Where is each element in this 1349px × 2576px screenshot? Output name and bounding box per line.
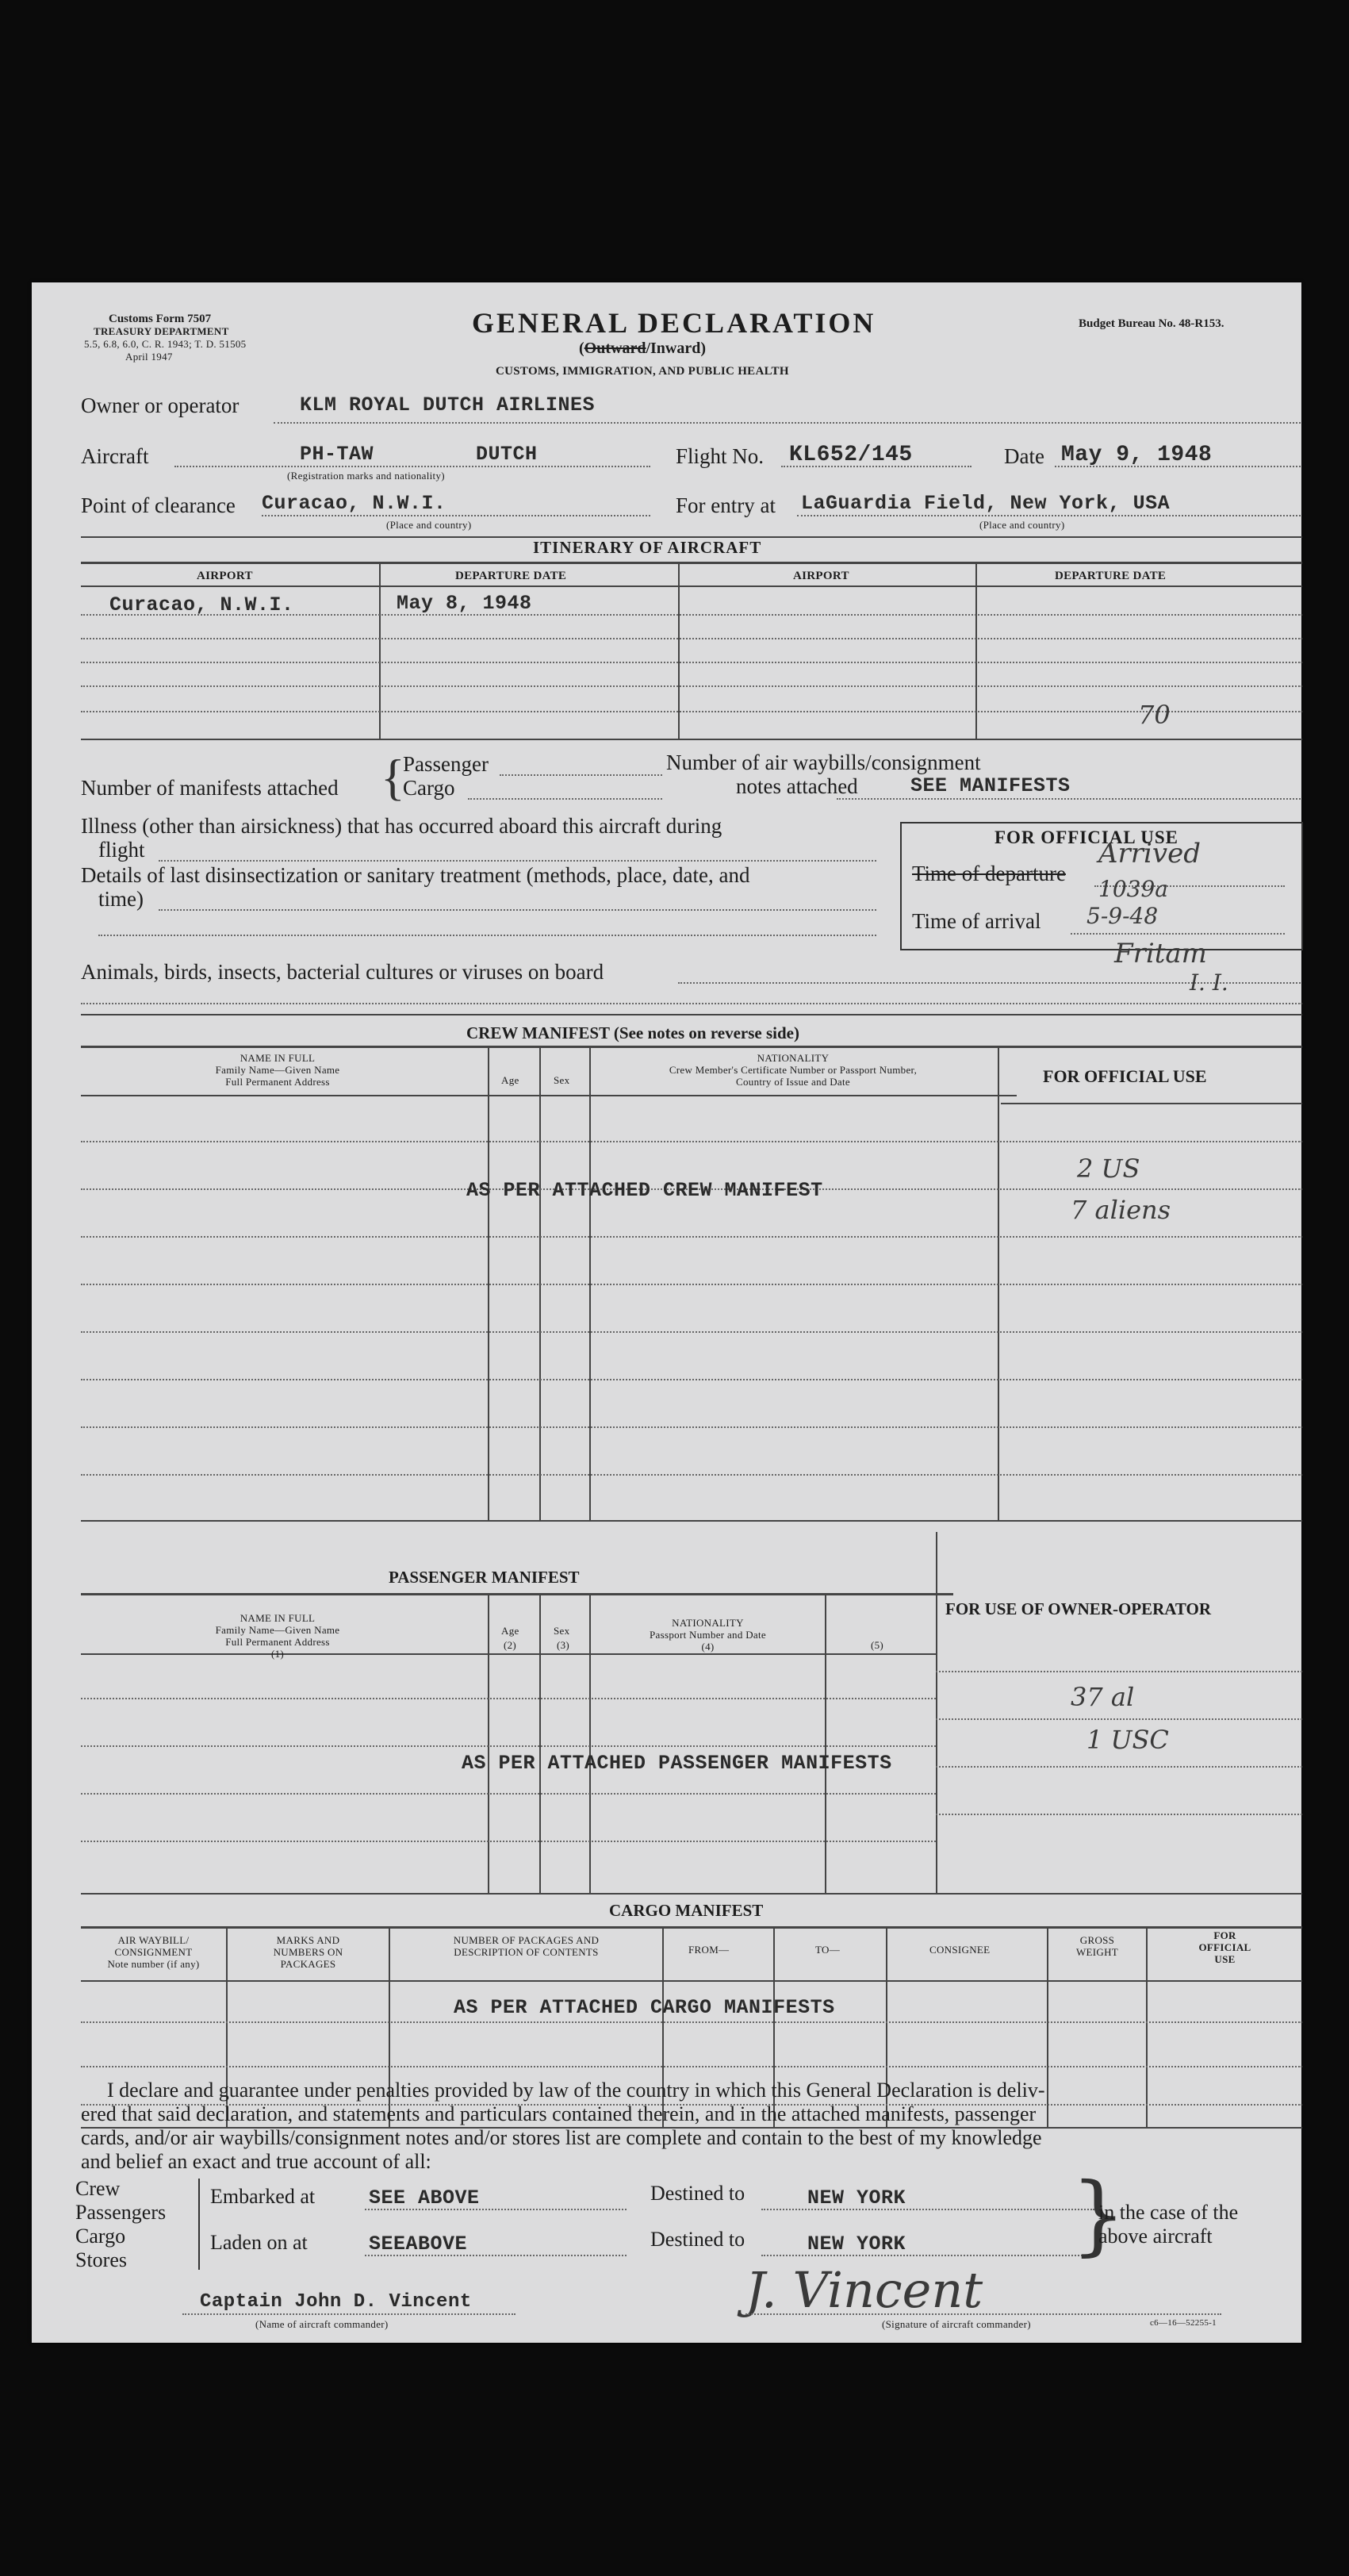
passenger-col-nationality	[591, 1617, 825, 1653]
official-use-heading: FOR OFFICIAL USE	[995, 827, 1178, 847]
passenger-col-sex-num: (3)	[557, 1639, 570, 1651]
crew-bottom	[81, 1520, 1302, 1522]
cargo-col-gross	[1048, 1934, 1146, 1958]
passenger-line	[500, 774, 662, 776]
animals-line-2	[81, 1003, 1302, 1004]
crew-col-age: Age	[501, 1074, 519, 1086]
passenger-col-age-num: (2)	[504, 1639, 517, 1651]
cargo-col-packages-2: DESCRIPTION OF CONTENTS	[454, 1946, 599, 1958]
close-brace-icon: }	[1071, 2163, 1126, 2265]
illness-label: Illness (other than airsickness) that has occurred aboard this aircraft during	[81, 814, 722, 838]
laden-value[interactable]: SEEABOVE	[369, 2232, 468, 2255]
manifests-passenger-label: Passenger	[403, 752, 489, 776]
passenger-body[interactable]: AS PER ATTACHED PASSENGER MANIFESTS	[462, 1752, 892, 1775]
disinsect-label: Details of last disinsectization or sanitary treatment (methods, place, date, and	[81, 863, 750, 887]
crew-col-name-2: Family Name—Given Name	[215, 1064, 340, 1076]
captain-name[interactable]: Captain John D. Vincent	[200, 2291, 472, 2313]
cargo-col-official-1: FOR	[1213, 1929, 1236, 1941]
hand-initials-2: I. I.	[1190, 969, 1228, 996]
form-id: Customs Form 7507	[109, 313, 212, 325]
direction-inward: /Inward)	[646, 340, 707, 357]
crew-hand-2: 7 aliens	[1071, 1195, 1171, 1225]
budget-number: Budget Bureau No. 48-R153.	[1079, 317, 1224, 330]
decl-stores: Stores	[75, 2248, 127, 2271]
embarked-value[interactable]: SEE ABOVE	[369, 2186, 480, 2209]
itinerary-airport-1[interactable]: Curacao, N.W.I.	[109, 593, 294, 616]
waybills-value[interactable]: SEE MANIFESTS	[910, 774, 1071, 797]
brace-icon: {	[381, 749, 405, 805]
disinsect-line-2	[98, 935, 876, 936]
passenger-owner-col	[936, 1532, 937, 1893]
crew-col-name-1: NAME IN FULL	[240, 1052, 316, 1064]
entry-line	[797, 515, 1301, 516]
passenger-col-nat-1: NATIONALITY	[672, 1617, 744, 1629]
crew-row	[81, 1426, 1302, 1428]
itinerary-col	[678, 564, 680, 739]
crew-official-rule	[1001, 1103, 1302, 1104]
date-label: Date	[1004, 444, 1044, 468]
captain-note: (Name of aircraft commander)	[255, 2318, 389, 2330]
disinsect-line	[159, 909, 876, 911]
passenger-col-name-num: (1)	[270, 1648, 285, 1660]
signature-line	[745, 2313, 1221, 2315]
passenger-row	[81, 1793, 936, 1795]
crew-col-nat-3: Country of Issue and Date	[736, 1076, 850, 1088]
laden-label: Laden on at	[210, 2231, 308, 2254]
cargo-col	[1047, 1929, 1048, 2127]
passenger-heading: PASSENGER MANIFEST	[389, 1568, 580, 1587]
itinerary-col	[379, 564, 381, 739]
destined-label-2: Destined to	[650, 2228, 745, 2251]
passenger-row	[81, 1745, 936, 1747]
clearance-line	[262, 515, 650, 516]
cargo-col-consignee: CONSIGNEE	[929, 1944, 991, 1956]
passenger-col	[825, 1595, 826, 1893]
itinerary-date-1[interactable]: May 8, 1948	[397, 592, 532, 615]
cargo-top	[81, 1926, 1302, 1929]
hand-arrived: Arrived	[1098, 838, 1201, 870]
aircraft-nationality[interactable]: DUTCH	[476, 443, 538, 466]
itinerary-heading: ITINERARY OF AIRCRAFT	[533, 538, 762, 557]
flight-value[interactable]: KL652/145	[789, 443, 913, 467]
clearance-label: Point of clearance	[81, 493, 236, 517]
clearance-value[interactable]: Curacao, N.W.I.	[262, 492, 446, 515]
waybills-label-2: notes attached	[736, 774, 858, 798]
itinerary-row	[81, 638, 1302, 639]
itinerary-row	[81, 662, 1302, 663]
itinerary-margin-note: 70	[1138, 700, 1171, 730]
itinerary-col-departure2: DEPARTURE DATE	[1055, 570, 1167, 582]
department: TREASURY DEPARTMENT	[94, 325, 229, 337]
disinsect-label-2: time)	[98, 887, 144, 911]
decl-cargo: Cargo	[75, 2225, 126, 2248]
destined-label-1: Destined to	[650, 2182, 745, 2205]
crew-row	[81, 1141, 1302, 1142]
passenger-bottom	[81, 1893, 1302, 1895]
aircraft-note: (Registration marks and nationality)	[287, 470, 445, 482]
owner-label: Owner or operator	[81, 394, 240, 417]
time-of-departure: Time of departure	[912, 862, 1066, 885]
direction: (Outward/Inward)	[579, 340, 707, 357]
passenger-top	[81, 1593, 953, 1595]
cargo-col-waybill-3: Note number (if any)	[107, 1958, 200, 1970]
cargo-col-waybill-2: CONSIGNMENT	[114, 1946, 193, 1958]
crew-col-nationality	[587, 1052, 999, 1088]
crew-hand-1: 2 US	[1077, 1154, 1140, 1184]
crew-row	[81, 1474, 1302, 1476]
case-label-1: in the case of the	[1098, 2201, 1239, 2224]
decl-passengers: Passengers	[75, 2201, 167, 2224]
illness-label-2: flight	[98, 838, 145, 862]
owner-value[interactable]: KLM ROYAL DUTCH AIRLINES	[300, 394, 596, 417]
cargo-col-waybill-1: AIR WAYBILL/	[117, 1934, 190, 1946]
date-value[interactable]: May 9, 1948	[1061, 443, 1213, 467]
waybills-line	[837, 798, 1301, 800]
crew-col-name	[198, 1052, 357, 1088]
crew-col-nat-1: NATIONALITY	[757, 1052, 830, 1064]
manifests-cargo-label: Cargo	[403, 776, 455, 800]
crew-row	[81, 1379, 1302, 1380]
flight-label: Flight No.	[676, 444, 765, 468]
declaration-line-2: ered that said declaration, and statements and particulars contained therein, and in the attached manifests, passenger	[81, 2102, 1037, 2125]
crew-top-2	[81, 1046, 1302, 1048]
passenger-col	[539, 1595, 541, 1893]
form-subtitle: CUSTOMS, IMMIGRATION, AND PUBLIC HEALTH	[496, 365, 789, 378]
itinerary-row	[81, 711, 1302, 712]
passenger-col-name	[198, 1612, 357, 1660]
form-date: April 1947	[125, 351, 173, 363]
cargo-row	[81, 2021, 1302, 2023]
owner-line	[274, 422, 1301, 424]
passenger-owner-row	[936, 1718, 1302, 1720]
cargo-row	[81, 2066, 1302, 2067]
cargo-col-waybill	[81, 1934, 226, 1970]
cargo-col-gross-1: GROSS	[1079, 1934, 1115, 1946]
animals-label: Animals, birds, insects, bacterial cultures or viruses on board	[81, 960, 604, 984]
cargo-col-gross-2: WEIGHT	[1075, 1946, 1119, 1958]
crew-col-sex: Sex	[554, 1074, 570, 1086]
case-label-2: above aircraft	[1098, 2225, 1213, 2248]
captain-signature: J. Vincent	[745, 2261, 983, 2319]
passenger-col-5: (5)	[871, 1639, 884, 1651]
arrival-line	[1071, 933, 1285, 935]
manifests-label: Number of manifests attached	[81, 776, 339, 800]
passenger-hand-2: 1 USC	[1086, 1725, 1169, 1755]
cargo-line	[468, 798, 662, 800]
crew-row	[81, 1331, 1302, 1333]
cargo-header-rule	[81, 1980, 1302, 1982]
embarked-label: Embarked at	[210, 2185, 316, 2208]
itinerary-col-departure: DEPARTURE DATE	[455, 570, 567, 582]
hand-arrival-time: 1039a	[1098, 876, 1168, 902]
decl-bracket	[198, 2179, 200, 2270]
passenger-col-name-2: Family Name—Given Name	[215, 1624, 340, 1636]
declaration-line-1: I declare and guarantee under penalties provided by law of the country in which this General Declaration is deliv-	[107, 2079, 1045, 2102]
crew-heading: CREW MANIFEST (See notes on reverse side)	[466, 1023, 799, 1042]
passenger-col	[488, 1595, 489, 1893]
passenger-row	[81, 1841, 936, 1842]
signature-note: (Signature of aircraft commander)	[882, 2318, 1031, 2330]
passenger-owner-heading: FOR USE OF OWNER-OPERATOR	[945, 1599, 1212, 1618]
declaration-form	[32, 282, 1301, 2343]
cargo-body[interactable]: AS PER ATTACHED CARGO MANIFESTS	[454, 1996, 835, 2019]
declaration-line-4: and belief an exact and true account of all:	[81, 2150, 431, 2173]
passenger-owner-row	[936, 1671, 1302, 1672]
clearance-note: (Place and country)	[386, 519, 472, 531]
destined-value-1[interactable]: NEW YORK	[807, 2186, 906, 2209]
entry-label: For entry at	[676, 493, 776, 517]
passenger-col-name-3: Full Permanent Address	[225, 1636, 330, 1648]
destined-value-2[interactable]: NEW YORK	[807, 2232, 906, 2255]
crew-col-name-3: Full Permanent Address	[225, 1076, 330, 1088]
cargo-col-marks	[228, 1934, 389, 1970]
crew-body[interactable]: AS PER ATTACHED CREW MANIFEST	[466, 1179, 823, 1202]
cargo-col-official-2: OFFICIAL	[1198, 1941, 1251, 1953]
cargo-col-official-3: USE	[1214, 1953, 1236, 1965]
aircraft-label: Aircraft	[81, 444, 149, 468]
passenger-col-name-1: NAME IN FULL	[240, 1612, 316, 1624]
illness-line	[159, 860, 876, 862]
passenger-col-nat-2: Passport Number and Date	[650, 1629, 766, 1641]
passenger-owner-row	[936, 1766, 1302, 1768]
cargo-col-packages-1: NUMBER OF PACKAGES AND	[453, 1934, 600, 1946]
entry-value[interactable]: LaGuardia Field, New York, USA	[801, 492, 1171, 515]
direction-outward: Outward	[584, 340, 646, 357]
itinerary-header-rule	[81, 585, 1302, 587]
cargo-col-marks-1: MARKS AND	[276, 1934, 340, 1946]
passenger-col-sex: Sex	[554, 1625, 570, 1637]
passenger-col-age: Age	[501, 1625, 519, 1637]
cargo-col-marks-3: PACKAGES	[280, 1958, 336, 1970]
waybills-label: Number of air waybills/consignment	[666, 751, 981, 774]
itinerary-col-airport2: AIRPORT	[793, 570, 849, 582]
crew-official-heading: FOR OFFICIAL USE	[1043, 1066, 1207, 1086]
regulations: 5.5, 6.8, 6.0, C. R. 1943; T. D. 51505	[84, 338, 247, 350]
declaration-line-3: cards, and/or air waybills/consignment notes and/or stores list are complete and contain to the best of my knowledge	[81, 2126, 1042, 2149]
itinerary-top	[81, 562, 1302, 564]
cargo-col-official	[1148, 1929, 1302, 1965]
form-title: GENERAL DECLARATION	[472, 307, 876, 339]
print-code: c6—16—52255-1	[1150, 2318, 1217, 2328]
crew-top	[81, 1014, 1302, 1015]
aircraft-line	[174, 466, 650, 467]
aircraft-registration[interactable]: PH-TAW	[300, 443, 374, 466]
itinerary-bottom	[81, 739, 1302, 740]
cargo-col-to: TO—	[815, 1944, 840, 1956]
time-of-arrival: Time of arrival	[912, 909, 1041, 933]
cargo-heading: CARGO MANIFEST	[609, 1901, 764, 1920]
itinerary-row	[81, 685, 1302, 687]
cargo-col-from: FROM—	[688, 1944, 730, 1956]
hand-arrival-date: 5-9-48	[1086, 903, 1159, 929]
crew-row	[81, 1284, 1302, 1285]
cargo-col-packages	[390, 1934, 662, 1958]
passenger-hand-1: 37 al	[1071, 1682, 1135, 1712]
entry-note: (Place and country)	[979, 519, 1065, 531]
cargo-col-marks-2: NUMBERS ON	[273, 1946, 343, 1958]
itinerary-col	[975, 564, 977, 739]
crew-row	[81, 1236, 1302, 1238]
passenger-owner-row	[936, 1814, 1302, 1815]
decl-crew: Crew	[75, 2177, 121, 2200]
passenger-col-nat-num: (4)	[701, 1641, 715, 1653]
captain-line	[182, 2313, 515, 2315]
crew-col-nat-2: Crew Member's Certificate Number or Passport Number,	[669, 1064, 918, 1076]
itinerary-col-airport: AIRPORT	[197, 570, 253, 582]
hand-initials: Fritam	[1114, 938, 1207, 969]
passenger-row	[81, 1698, 936, 1699]
crew-header-rule	[81, 1095, 1017, 1096]
